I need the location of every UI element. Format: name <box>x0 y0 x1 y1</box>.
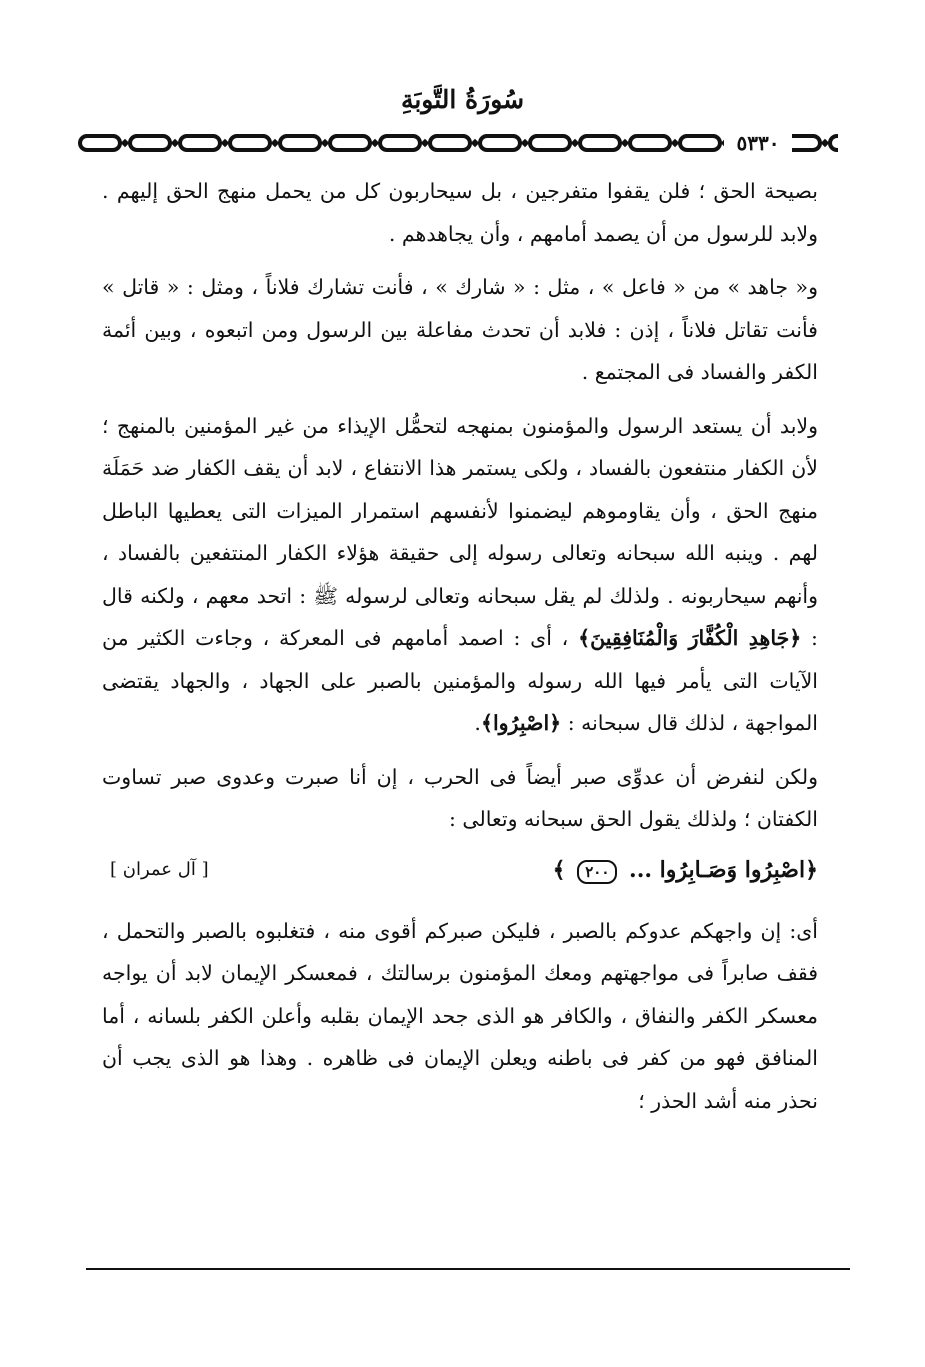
chain-link <box>80 136 120 150</box>
verse-text: ﴿اصْبِرُوا وَصَـابِرُوا ... <box>629 856 818 883</box>
chain-diamond <box>621 139 629 147</box>
chain-link <box>680 136 720 150</box>
chain-link <box>230 136 270 150</box>
chain-diamond <box>521 139 529 147</box>
chain-diamond <box>421 139 429 147</box>
paragraph-3-end: . <box>474 711 481 735</box>
quran-quote-jahid: ﴿جَاهِدِ الْكُفَّارَ وَالْمُنَافِقِينَ﴾ <box>578 626 802 650</box>
chain-diamond <box>171 139 179 147</box>
surah-title: سُورَةُ التَّوبَةِ <box>400 85 525 114</box>
verse-closing-bracket: ﴾ <box>552 856 566 883</box>
page-number: ٥٣٣٠ <box>724 127 792 159</box>
chain-link <box>480 136 520 150</box>
quran-verse <box>553 848 818 892</box>
paragraph-3-text-b: ، أى : اصمد أمامهم فى المعركة ، وجاءت الكثير من الآيات التى يأمر فيها الله رسوله والمؤمنين بالصبر على الجهاد ، والجهاد يقتضى المواجهة ، لذلك قال سبحانه : <box>102 626 818 735</box>
chain-link <box>580 136 620 150</box>
chain-diamond <box>471 139 479 147</box>
paragraph-3 <box>102 405 818 745</box>
chain-link <box>180 136 220 150</box>
chain-diamond <box>821 139 829 147</box>
chain-link <box>630 136 670 150</box>
footer-divider <box>86 1268 850 1270</box>
paragraph-4: ولكن لنفرض أن عدوِّى صبر أيضاً فى الحرب ، إن أنا صبرت وعدوى صبر تساوت الكفتان ؛ ولذلك يقول الحق سبحانه وتعالى : <box>102 764 818 831</box>
chain-link <box>330 136 370 150</box>
chain-diamond <box>121 139 129 147</box>
page-body <box>102 170 818 1122</box>
paragraph-3-text-a: ولابد أن يستعد الرسول والمؤمنون بمنهجه لتحمُّل الإيذاء من غير المؤمنين بالمنهج ؛ لأن الكفار منتفعون بالفساد ، ولكى يستمر هذا الانتفاع ، لابد أن يقف الكفار ضد حَمَلَة منهج الحق ، وأن يقاوموهم ليضمنوا لأنفسهم استمرار الميزات التى يعطيها الباطل لهم . وينبه الله سبحانه وتعالى رسوله إلى حقيقة هؤلاء الكفار المنتفعين بالفساد ، وأنهم سيحاربونه . ولذلك لم يقل سبحانه وتعالى لرسوله ﷺ : اتحد معهم ، ولكنه قال : <box>102 413 818 650</box>
chain-link <box>380 136 420 150</box>
verse-number-badge: ٢٠٠ <box>577 860 617 884</box>
quran-verse-block <box>102 848 818 892</box>
chain-link <box>280 136 320 150</box>
chain-link <box>430 136 470 150</box>
chain-diamond <box>371 139 379 147</box>
chain-link <box>830 136 838 150</box>
paragraph-2: و« جاهد » من « فاعل » ، مثل : « شارك » ، فأنت تشارك فلاناً ، ومثل : « قاتل » فأنت تقاتل فلاناً ، إذن : فلابد أن تحدث مفاعلة بين الرسول ومن اتبعوه ، وبين أئمة الكفر والفساد فى المجتمع . <box>102 275 818 384</box>
chain-diamond <box>321 139 329 147</box>
chain-link <box>130 136 170 150</box>
chain-diamond <box>571 139 579 147</box>
paragraph-1: بصيحة الحق ؛ فلن يقفوا متفرجين ، بل سيحاربون كل من يحمل منهج الحق إليهم . ولابد للرسول من أن يصمد أمامهم ، وأن يجاهدهم . <box>102 179 818 246</box>
chain-diamond <box>271 139 279 147</box>
chain-diamond <box>221 139 229 147</box>
paragraph-5: أى: إن واجهكم عدوكم بالصبر ، فليكن صبركم أقوى منه ، فتغلبوه بالصبر والتحمل ، فقف صابراً فى مواجهتهم ومعك المؤمنون برسالتك ، فمعسكر الإيمان لابد أن يواجه معسكر الكفر والنفاق ، والكافر هو الذى جحد الإيمان بقلبه وأعلن الكفر بلسانه ، أما المنافق فهو من كفر فى باطنه ويعلن الإيمان فى ظاهره . وهذا هو الذى يجب أن نحذر منه أشد الحذر ؛ <box>102 918 818 1113</box>
quran-quote-isbiru: ﴿اصْبِرُوا﴾ <box>480 711 562 735</box>
chain-link <box>530 136 570 150</box>
chain-diamond <box>671 139 679 147</box>
surah-reference: [ آل عمران ] <box>110 858 209 880</box>
